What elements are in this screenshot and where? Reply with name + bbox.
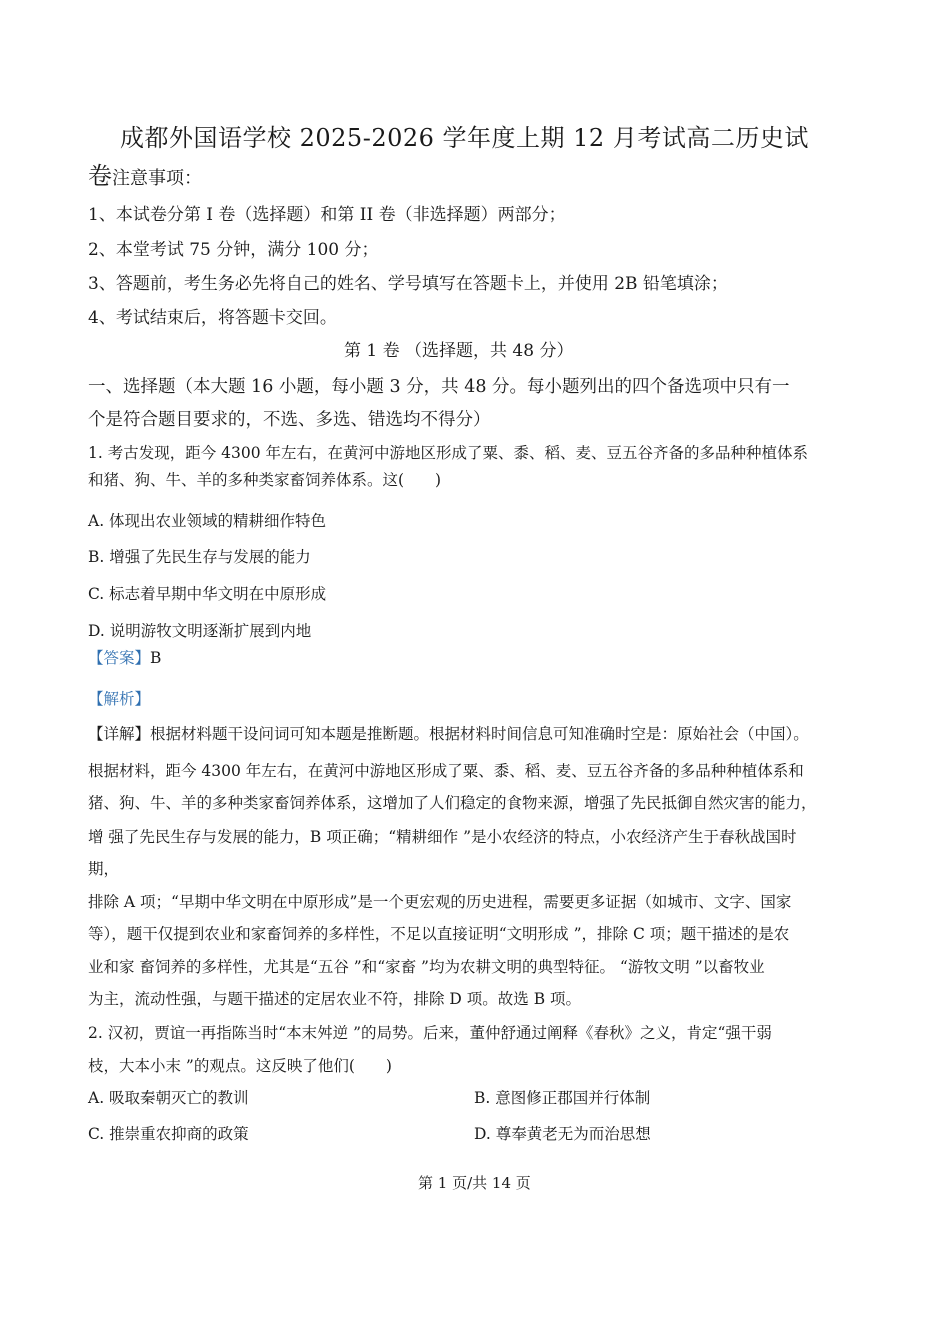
detail-line: 为主，流动性强，与题干描述的定居农业不符，排除 D 项。故选 B 项。 <box>88 990 582 1008</box>
exam-title: 成都外国语学校 2025-2026 学年度上期 12 月考试高二历史试 <box>120 124 809 152</box>
question-2-option-b: B. 意图修正郡国并行体制 <box>474 1089 651 1107</box>
question-1-option-d: D. 说明游牧文明逐渐扩展到内地 <box>88 622 312 640</box>
analysis-label: 【解析】 <box>88 690 151 708</box>
page-number: 第 1 页/共 14 页 <box>418 1174 531 1192</box>
answer-value: B <box>150 649 162 667</box>
question-2-option-a: A. 吸取秦朝灭亡的教训 <box>88 1089 249 1107</box>
notice-item: 1、本试卷分第 I 卷（选择题）和第 II 卷（非选择题）两部分； <box>88 205 566 225</box>
question-1-stem: 1. 考古发现，距今 4300 年左右，在黄河中游地区形成了粟、黍、稻、麦、豆五谷齐备的多品种种植体系 <box>88 444 809 462</box>
question-2-option-c: C. 推崇重农抑商的政策 <box>88 1125 249 1143</box>
question-1-option-c: C. 标志着早期中华文明在中原形成 <box>88 585 327 603</box>
detail-line: 增 强了先民生存与发展的能力，B 项正确；“精耕细作 ”是小农经济的特点，小农经济产生于春秋战国时 <box>88 828 797 846</box>
question-2-stem: 2. 汉初，贾谊一再指陈当时“本末舛逆 ”的局势。后来，董仲舒通过阐释《春秋》之义，肯定“强干弱 <box>88 1024 772 1042</box>
detail-line: 期， <box>88 860 120 878</box>
notice-item: 4、考试结束后，将答题卡交回。 <box>88 308 337 328</box>
detail-label: 【详解】 <box>88 725 151 743</box>
part-one-heading: 一、选择题（本大题 16 小题，每小题 3 分，共 48 分。每小题列出的四个备选项中只有一 <box>88 377 790 397</box>
detail-line: 排除 A 项；“早期中华文明在中原形成”是一个更宏观的历史进程，需要更多证据（如城市、文字、国家 <box>88 893 792 911</box>
detail-line: 等），题干仅提到农业和家畜饲养的多样性，不足以直接证明“文明形成 ”，排除 C 项；题干描述的是农 <box>88 925 790 943</box>
question-1-stem-cont: 和猪、狗、牛、羊的多种类家畜饲养体系。这( ) <box>88 471 442 489</box>
detail-line <box>88 722 809 744</box>
exam-title-last-char: 卷 <box>88 162 112 190</box>
question-1-option-b: B. 增强了先民生存与发展的能力 <box>88 548 311 566</box>
detail-line: 业和家 畜饲养的多样性，尤其是“五谷 ”和“家畜 ”均为农耕文明的典型特征。 “游牧文明 ”以畜牧业 <box>88 958 765 976</box>
question-2-option-d: D. 尊奉黄老无为而治思想 <box>474 1125 651 1143</box>
detail-line: 猪、狗、牛、羊的多种类家畜饲养体系，这增加了人们稳定的食物来源，增强了先民抵御自然灾害的能力， <box>88 794 817 812</box>
part-one-heading-cont: 个是符合题目要求的，不选、多选、错选均不得分） <box>88 410 491 430</box>
section-title: 第 1 卷 （选择题，共 48 分） <box>344 341 574 361</box>
notice-heading: 注意事项： <box>112 168 202 189</box>
answer-label: 【答案】 <box>88 649 151 667</box>
question-1-answer <box>88 646 161 668</box>
notice-item: 2、本堂考试 75 分钟，满分 100 分； <box>88 240 379 260</box>
detail-line: 根据材料，距今 4300 年左右，在黄河中游地区形成了粟、黍、稻、麦、豆五谷齐备的多品种种植体系和 <box>88 762 804 780</box>
question-1-option-a: A. 体现出农业领域的精耕细作特色 <box>88 512 327 530</box>
detail-text: 根据材料题干设问词可知本题是推断题。根据材料时间信息可知准确时空是：原始社会（中国）。 <box>150 725 809 743</box>
exam-title-continued <box>88 156 202 191</box>
question-2-stem-cont: 枝，大本小末 ”的观点。这反映了他们( ) <box>88 1057 392 1075</box>
notice-item: 3、答题前，考生务必先将自己的姓名、学号填写在答题卡上，并使用 2B 铅笔填涂； <box>88 274 728 294</box>
